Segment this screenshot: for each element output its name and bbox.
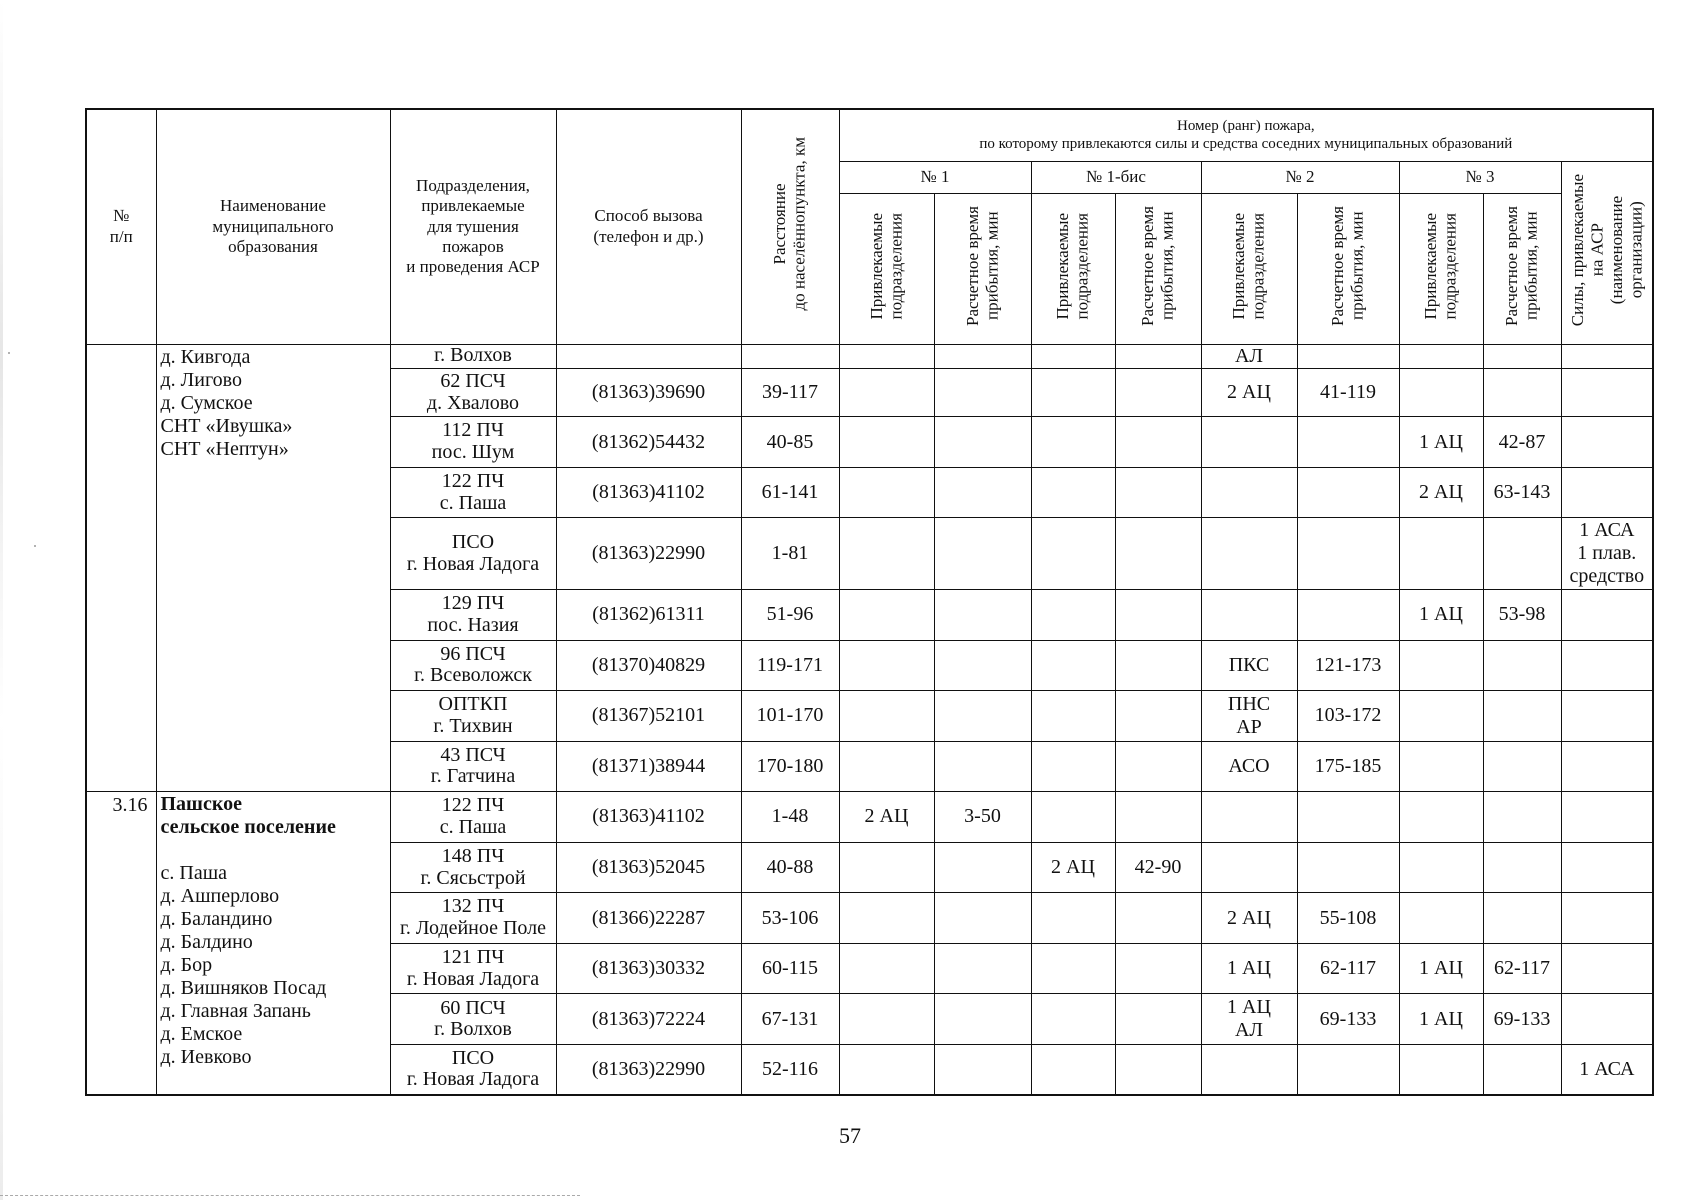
header-asr-forces	[1561, 161, 1653, 344]
rank1-time-cell	[934, 842, 1031, 893]
rank2-units-cell: ПКС	[1201, 640, 1297, 691]
header-asr-forces-text: Силы, привлекаемые на АСР (наименование организации)	[1567, 173, 1646, 326]
localities-list: д. Кивгода д. Лигово д. Сумское СНТ «Ивушка» СНТ «Нептун»	[160, 345, 293, 460]
rank2-time-cell: 41-119	[1297, 368, 1399, 417]
rank1-units-cell	[839, 640, 934, 691]
rank1bis-units-cell	[1031, 467, 1115, 518]
rank1-units-cell	[839, 467, 934, 518]
rank1bis-time-cell	[1115, 590, 1201, 641]
rank3-time-cell	[1483, 368, 1561, 417]
unit-cell: ПСО г. Новая Ладога	[390, 1044, 556, 1095]
header-rank1bis-units: Привлекаемые подразделения	[1031, 193, 1115, 344]
rank2-units-cell: 2 АЦ	[1201, 893, 1297, 944]
section-number: 3.16	[86, 792, 156, 1095]
header-rank-1bis: № 1-бис	[1031, 161, 1201, 193]
rank1bis-units-cell: 2 АЦ	[1031, 842, 1115, 893]
rank2-units-cell	[1201, 1044, 1297, 1095]
phone-cell: (81363)30332	[556, 943, 741, 994]
rank1-units-cell	[839, 842, 934, 893]
rank1-time-cell	[934, 893, 1031, 944]
asr-forces-cell	[1561, 943, 1653, 994]
rank3-time-cell	[1483, 344, 1561, 368]
asr-forces-cell	[1561, 467, 1653, 518]
header-rank1bis-time: Расчетное время прибытия, мин	[1115, 193, 1201, 344]
header-rank2-time: Расчетное время прибытия, мин	[1297, 193, 1399, 344]
distance-cell: 119-171	[741, 640, 839, 691]
header-municipality: Наименование муниципального образования	[156, 109, 390, 344]
rank2-units-cell	[1201, 590, 1297, 641]
localities-list: с. Паша д. Ашперлово д. Баландино д. Балдино д. Бор д. Вишняков Посад д. Главная Запань д. Емское д. Иевково	[160, 862, 327, 1069]
asr-forces-cell	[1561, 691, 1653, 742]
header-rank1-units: Привлекаемые подразделения	[839, 193, 934, 344]
rank2-units-cell	[1201, 842, 1297, 893]
phone-cell: (81363)22990	[556, 1044, 741, 1095]
rank1-time-cell	[934, 994, 1031, 1045]
rank2-time-cell	[1297, 344, 1399, 368]
unit-cell: ОПТКП г. Тихвин	[390, 691, 556, 742]
rank2-time-cell: 69-133	[1297, 994, 1399, 1045]
rank1bis-time-cell	[1115, 1044, 1201, 1095]
unit-cell: 129 ПЧ пос. Назия	[390, 590, 556, 641]
rank1bis-time-cell	[1115, 741, 1201, 792]
distance-cell: 40-88	[741, 842, 839, 893]
unit-cell: 60 ПСЧ г. Волхов	[390, 994, 556, 1045]
rank2-units-cell	[1201, 518, 1297, 590]
rank1bis-time-cell	[1115, 518, 1201, 590]
scan-bottom-edge	[0, 1195, 580, 1197]
rank1-time-cell	[934, 691, 1031, 742]
rank1bis-units-cell	[1031, 943, 1115, 994]
rank1-time-cell	[934, 518, 1031, 590]
rank3-time-cell: 63-143	[1483, 467, 1561, 518]
rank1-time-cell	[934, 467, 1031, 518]
header-call-method: Способ вызова (телефон и др.)	[556, 109, 741, 344]
rank3-units-cell	[1399, 842, 1483, 893]
asr-forces-cell	[1561, 368, 1653, 417]
asr-forces-cell	[1561, 741, 1653, 792]
rank3-units-cell	[1399, 893, 1483, 944]
rank1bis-time-cell	[1115, 368, 1201, 417]
rank1-time-cell	[934, 417, 1031, 468]
rank1bis-units-cell	[1031, 994, 1115, 1045]
phone-cell: (81370)40829	[556, 640, 741, 691]
rank3-units-cell	[1399, 368, 1483, 417]
phone-cell: (81366)22287	[556, 893, 741, 944]
scan-speck	[34, 545, 36, 547]
rank1bis-units-cell	[1031, 893, 1115, 944]
rank1bis-time-cell	[1115, 792, 1201, 843]
rank1bis-units-cell	[1031, 368, 1115, 417]
unit-cell: 43 ПСЧ г. Гатчина	[390, 741, 556, 792]
rank3-units-cell	[1399, 640, 1483, 691]
table-row	[86, 344, 1653, 368]
header-distance	[741, 109, 839, 344]
unit-cell: 132 ПЧ г. Лодейное Поле	[390, 893, 556, 944]
rank1-units-cell	[839, 1044, 934, 1095]
rank1bis-units-cell	[1031, 518, 1115, 590]
rank1-units-cell	[839, 518, 934, 590]
distance-cell: 1-81	[741, 518, 839, 590]
unit-cell: ПСО г. Новая Ладога	[390, 518, 556, 590]
rank2-units-cell	[1201, 417, 1297, 468]
header-num: № п/п	[86, 109, 156, 344]
rank2-time-cell	[1297, 590, 1399, 641]
rank1-units-cell	[839, 994, 934, 1045]
rank3-units-cell	[1399, 1044, 1483, 1095]
rank1-time-cell: 3-50	[934, 792, 1031, 843]
phone-cell: (81363)52045	[556, 842, 741, 893]
rank3-units-cell	[1399, 518, 1483, 590]
rank3-units-cell	[1399, 741, 1483, 792]
rank3-time-cell: 69-133	[1483, 994, 1561, 1045]
rank1-time-cell	[934, 640, 1031, 691]
rank1bis-time-cell	[1115, 994, 1201, 1045]
rank1bis-units-cell	[1031, 1044, 1115, 1095]
rank1bis-time-cell	[1115, 640, 1201, 691]
rank1-units-cell	[839, 943, 934, 994]
distance-cell: 60-115	[741, 943, 839, 994]
rank2-time-cell	[1297, 1044, 1399, 1095]
rank3-units-cell: 1 АЦ	[1399, 417, 1483, 468]
phone-cell: (81367)52101	[556, 691, 741, 742]
phone-cell: (81363)41102	[556, 792, 741, 843]
distance-cell: 53-106	[741, 893, 839, 944]
rank1-time-cell	[934, 590, 1031, 641]
rank2-units-cell	[1201, 467, 1297, 518]
rank1bis-time-cell	[1115, 943, 1201, 994]
rank3-time-cell	[1483, 842, 1561, 893]
header-rank-2: № 2	[1201, 161, 1399, 193]
header-rank-1: № 1	[839, 161, 1031, 193]
rank1-units-cell	[839, 741, 934, 792]
rank1bis-time-cell	[1115, 344, 1201, 368]
municipality-title: Пашское сельское поселение	[160, 793, 336, 839]
scan-edge	[0, 0, 3, 1200]
rank1bis-time-cell	[1115, 467, 1201, 518]
rank1-units-cell: 2 АЦ	[839, 792, 934, 843]
unit-cell: 148 ПЧ г. Сясьстрой	[390, 842, 556, 893]
distance-cell: 1-48	[741, 792, 839, 843]
rank3-time-cell: 42-87	[1483, 417, 1561, 468]
rank3-units-cell	[1399, 344, 1483, 368]
rank2-time-cell: 121-173	[1297, 640, 1399, 691]
rank3-time-cell: 62-117	[1483, 943, 1561, 994]
header-rank2-units: Привлекаемые подразделения	[1201, 193, 1297, 344]
rank3-units-cell: 1 АЦ	[1399, 590, 1483, 641]
rank1bis-time-cell	[1115, 893, 1201, 944]
rank1-time-cell	[934, 1044, 1031, 1095]
rank1bis-time-cell: 42-90	[1115, 842, 1201, 893]
rank1bis-units-cell	[1031, 741, 1115, 792]
rank2-time-cell	[1297, 417, 1399, 468]
rank1bis-time-cell	[1115, 417, 1201, 468]
asr-forces-cell	[1561, 842, 1653, 893]
municipality-cell	[156, 344, 390, 792]
rank3-time-cell	[1483, 640, 1561, 691]
rank1bis-units-cell	[1031, 691, 1115, 742]
phone-cell: (81371)38944	[556, 741, 741, 792]
distance-cell: 67-131	[741, 994, 839, 1045]
phone-cell: (81363)72224	[556, 994, 741, 1045]
rank3-units-cell	[1399, 691, 1483, 742]
rank2-time-cell	[1297, 518, 1399, 590]
rank2-units-cell: 2 АЦ	[1201, 368, 1297, 417]
rank3-units-cell	[1399, 792, 1483, 843]
asr-forces-cell	[1561, 994, 1653, 1045]
unit-cell: 122 ПЧ с. Паша	[390, 792, 556, 843]
rank2-time-cell	[1297, 792, 1399, 843]
rank2-units-cell: ПНС АР	[1201, 691, 1297, 742]
header-rank3-units: Привлекаемые подразделения	[1399, 193, 1483, 344]
asr-forces-cell: 1 АСА 1 плав. средство	[1561, 518, 1653, 590]
table-header	[86, 109, 1653, 344]
rank3-units-cell: 1 АЦ	[1399, 943, 1483, 994]
rank3-time-cell	[1483, 741, 1561, 792]
rank2-units-cell: 1 АЦ	[1201, 943, 1297, 994]
rank3-time-cell: 53-98	[1483, 590, 1561, 641]
rank1bis-units-cell	[1031, 344, 1115, 368]
table-row	[86, 792, 1653, 843]
rank1-units-cell	[839, 417, 934, 468]
phone-cell: (81363)22990	[556, 518, 741, 590]
unit-cell: г. Волхов	[390, 344, 556, 368]
rank3-time-cell	[1483, 792, 1561, 843]
header-distance-text: Расстояние до населённопункта, км	[770, 137, 809, 311]
scan-speck	[8, 352, 10, 354]
rank3-units-cell: 2 АЦ	[1399, 467, 1483, 518]
phone-cell: (81363)39690	[556, 368, 741, 417]
rank1-units-cell	[839, 590, 934, 641]
rank1bis-units-cell	[1031, 792, 1115, 843]
rank3-units-cell: 1 АЦ	[1399, 994, 1483, 1045]
header-rank3-time: Расчетное время прибытия, мин	[1483, 193, 1561, 344]
rank2-time-cell: 62-117	[1297, 943, 1399, 994]
header-rank-title: Номер (ранг) пожара, по которому привлекаются силы и средства соседних муниципальных образований	[839, 109, 1653, 161]
asr-forces-cell: 1 АСА	[1561, 1044, 1653, 1095]
rank3-time-cell	[1483, 691, 1561, 742]
rank1bis-time-cell	[1115, 691, 1201, 742]
header-rank1-time: Расчетное время прибытия, мин	[934, 193, 1031, 344]
unit-cell: 122 ПЧ с. Паша	[390, 467, 556, 518]
rank3-time-cell	[1483, 518, 1561, 590]
distance-cell: 52-116	[741, 1044, 839, 1095]
rank2-time-cell: 175-185	[1297, 741, 1399, 792]
asr-forces-cell	[1561, 590, 1653, 641]
unit-cell: 62 ПСЧ д. Хвалово	[390, 368, 556, 417]
unit-cell: 121 ПЧ г. Новая Ладога	[390, 943, 556, 994]
rank2-time-cell	[1297, 467, 1399, 518]
rank2-time-cell: 103-172	[1297, 691, 1399, 742]
table-body	[86, 344, 1653, 1095]
rank2-units-cell: 1 АЦ АЛ	[1201, 994, 1297, 1045]
rank1-units-cell	[839, 368, 934, 417]
rank2-units-cell	[1201, 792, 1297, 843]
phone-cell: (81362)54432	[556, 417, 741, 468]
rank1-time-cell	[934, 741, 1031, 792]
rank1bis-units-cell	[1031, 417, 1115, 468]
page-number: 57	[839, 1123, 861, 1148]
phone-cell: (81362)61311	[556, 590, 741, 641]
rank1bis-units-cell	[1031, 590, 1115, 641]
phone-cell: (81363)41102	[556, 467, 741, 518]
asr-forces-cell	[1561, 417, 1653, 468]
fire-response-table	[85, 108, 1654, 1096]
rank2-units-cell: АЛ	[1201, 344, 1297, 368]
rank2-units-cell: АСО	[1201, 741, 1297, 792]
distance-cell: 39-117	[741, 368, 839, 417]
rank1-units-cell	[839, 893, 934, 944]
asr-forces-cell	[1561, 792, 1653, 843]
rank1bis-units-cell	[1031, 640, 1115, 691]
distance-cell	[741, 344, 839, 368]
header-units: Подразделения, привлекаемые для тушения пожаров и проведения АСР	[390, 109, 556, 344]
distance-cell: 170-180	[741, 741, 839, 792]
rank2-time-cell	[1297, 842, 1399, 893]
distance-cell: 101-170	[741, 691, 839, 742]
asr-forces-cell	[1561, 344, 1653, 368]
unit-cell: 96 ПСЧ г. Всеволожск	[390, 640, 556, 691]
phone-cell	[556, 344, 741, 368]
rank2-time-cell: 55-108	[1297, 893, 1399, 944]
distance-cell: 51-96	[741, 590, 839, 641]
rank1-time-cell	[934, 344, 1031, 368]
rank1-time-cell	[934, 368, 1031, 417]
rank1-units-cell	[839, 691, 934, 742]
rank3-time-cell	[1483, 893, 1561, 944]
distance-cell: 61-141	[741, 467, 839, 518]
section-number	[86, 344, 156, 792]
rank1-units-cell	[839, 344, 934, 368]
municipality-cell	[156, 792, 390, 1095]
unit-cell: 112 ПЧ пос. Шум	[390, 417, 556, 468]
asr-forces-cell	[1561, 893, 1653, 944]
distance-cell: 40-85	[741, 417, 839, 468]
asr-forces-cell	[1561, 640, 1653, 691]
rank1-time-cell	[934, 943, 1031, 994]
header-rank-3: № 3	[1399, 161, 1561, 193]
rank3-time-cell	[1483, 1044, 1561, 1095]
